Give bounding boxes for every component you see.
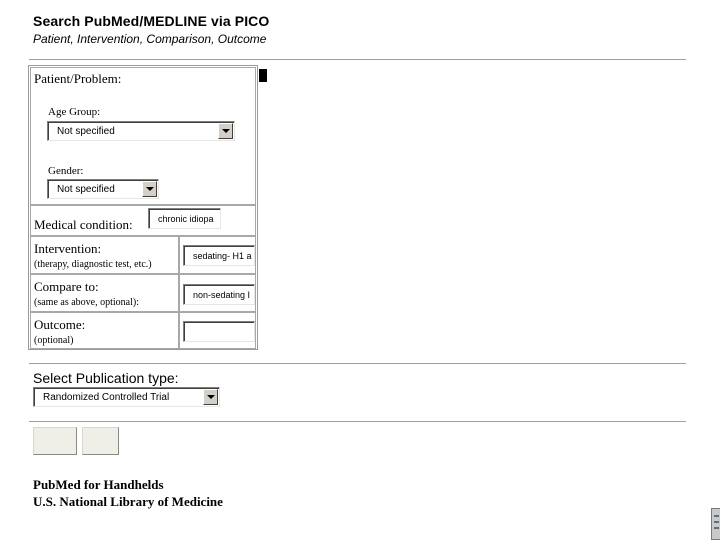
- intervention-input[interactable]: [183, 245, 255, 266]
- intervention-sublabel: (therapy, diagnostic test, etc.): [34, 259, 152, 270]
- outcome-sublabel: (optional): [34, 335, 74, 346]
- age-group-value: Not specified: [57, 126, 115, 137]
- compare-input[interactable]: [183, 284, 255, 305]
- text-cursor-marker: [259, 69, 267, 82]
- footer-organization: U.S. National Library of Medicine: [33, 494, 223, 509]
- gender-select[interactable]: [47, 179, 159, 199]
- page-subtitle: Patient, Intervention, Comparison, Outcome: [33, 32, 267, 46]
- gender-value: Not specified: [57, 184, 115, 195]
- medical-condition-label: Medical condition:: [34, 217, 133, 232]
- compare-sublabel: (same as above, optional):: [34, 297, 139, 308]
- patient-problem-label: Patient/Problem:: [34, 71, 122, 86]
- outcome-input-cell: [179, 312, 256, 349]
- chevron-down-icon[interactable]: [203, 389, 218, 405]
- pico-form-table: [28, 65, 258, 350]
- gender-label: Gender:: [48, 165, 84, 177]
- publication-type-select[interactable]: [33, 387, 220, 407]
- outcome-label-cell: [30, 312, 179, 349]
- intervention-label-cell: [30, 236, 179, 274]
- publication-type-value: Randomized Controlled Trial: [43, 392, 170, 403]
- top-divider: [29, 59, 686, 61]
- publication-type-label: Select Publication type:: [33, 370, 179, 386]
- window-edge-icon: [711, 508, 720, 540]
- age-group-label: Age Group:: [48, 106, 101, 118]
- chevron-down-icon[interactable]: [218, 123, 233, 139]
- compare-label: Compare to:: [34, 279, 99, 294]
- compare-input-cell: [179, 274, 256, 312]
- medical-condition-input[interactable]: [148, 208, 221, 229]
- outcome-label: Outcome:: [34, 317, 86, 332]
- intervention-label: Intervention:: [34, 241, 102, 256]
- compare-label-cell: [30, 274, 179, 312]
- lower-divider: [29, 421, 686, 423]
- page-title: Search PubMed/MEDLINE via PICO: [33, 13, 270, 29]
- middle-divider: [29, 363, 686, 365]
- outcome-input[interactable]: [183, 321, 255, 342]
- medical-condition-value: chronic idiopa: [158, 214, 214, 224]
- compare-value: non-sedating I: [193, 290, 251, 300]
- medical-condition-cell: [30, 205, 256, 236]
- intervention-input-cell: [179, 236, 256, 274]
- patient-problem-cell: [30, 67, 256, 205]
- chevron-down-icon[interactable]: [142, 181, 157, 197]
- intervention-value: sedating- H1 a: [193, 251, 252, 261]
- submit-button[interactable]: [33, 427, 77, 455]
- reset-button[interactable]: [82, 427, 119, 455]
- footer-app-name: PubMed for Handhelds: [33, 477, 164, 492]
- age-group-select[interactable]: [47, 121, 235, 141]
